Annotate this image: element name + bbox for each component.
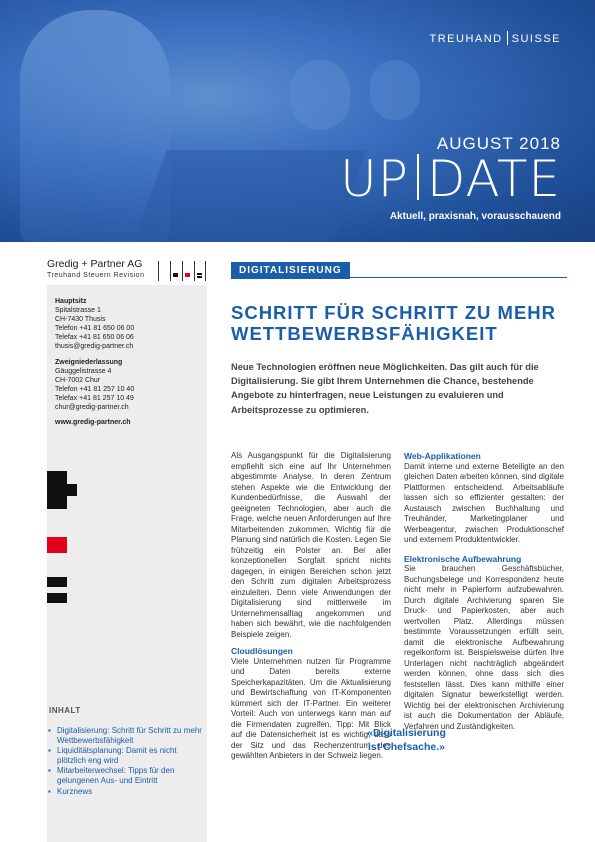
toc-list <box>47 726 207 797</box>
hero-image <box>0 0 595 242</box>
subheading: Cloudlösungen <box>231 646 293 656</box>
issue-subtitle: Aktuell, praxisnah, vorausschauend <box>389 211 561 222</box>
photo-background-person <box>370 60 420 120</box>
subheading: Elektronische Aufbewahrung <box>404 553 522 564</box>
black-mark <box>47 593 67 603</box>
section-rule <box>231 277 567 278</box>
subheading: Web-Applikationen <box>404 451 481 461</box>
website-link[interactable]: www.gredig-partner.ch <box>55 419 131 426</box>
red-mark <box>47 537 67 553</box>
black-mark <box>67 484 77 496</box>
firm-header <box>47 257 207 285</box>
paragraph: Viele Unternehmen nutzen für Programme und Daten bereits externe Speicherkapazitäten. Um die Aktualisierung und Bewirtschaftung von IT-Komponenten kümmert sich der IT-Partner. Ein weiterer Vorteil: Auch von unterwegs kann man auf die Firmendaten zugreifen. Tipp: Mit Blick auf die Datensicherheit ist es wichtig, dass der Sitz und das Rechenzentrum des gewählten Anbieters in der Schweiz liegen. <box>231 656 391 760</box>
paragraph: Damit interne und externe Beteiligte an den gleichen Daten arbeiten können, sind digitale Plattformen entscheidend. Arbeitsabläufe lassen sich so effizienter gestalten: der Austausch zwischen Buchhaltung und Treuhänder, Marketingplaner und Werbeagentur, zwischen Produktionschef und externem Produktentwickler. <box>404 461 564 544</box>
paragraph: Als Ausgangspunkt für die Digitalisierung empfiehlt sich eine auf Ihr Unternehmen abgestimmte Analyse. In deren Zentrum stehen Aspekte wie die Entwicklung der Kundenbedürfnisse, die Auswahl der geeigneten Technologien, aber auch die Frage, welche neuen Anforderungen auf Ihre Mitarbeitenden zukommen. Wichtig für die Planung sind natürlich die Kosten. Legen Sie frühzeitig ein Polster an. Bei aller konzeptionellen Sorgfalt spricht nichts dagegen, in einigen Bereichen schon jetzt den Schritt zum digitalen Arbeitsprozess einzuleiten. Denn viele Anwendungen der Digitalisierung sind mittlerweile im Unternehmensalltag angekommen und haben sich bewährt, wie die nachfolgenden Beispiele zeigen. <box>231 451 391 639</box>
issue-title: UP DATE <box>340 150 561 208</box>
decorative-marks <box>47 459 207 694</box>
article-column-2 <box>404 451 564 732</box>
photo-background-person <box>290 60 350 130</box>
sidebar <box>47 257 207 842</box>
black-mark <box>47 471 67 509</box>
address-box <box>47 285 207 459</box>
issue-date: AUGUST 2018 <box>436 134 561 153</box>
toc-item[interactable]: ▪ Digitalisierung: Schritt für Schritt zu mehr Wettbewerbsfähigkeit <box>47 726 207 745</box>
toc-item[interactable]: ▪ Kurznews <box>47 787 207 797</box>
paragraph: Sie brauchen Geschäftsbücher, Buchungsbelege und Korrespondenz heute nicht mehr in Papierform aufzubewahren. Durch digitale Archivierung sparen Sie Druck- und Papierkosten, aber auch wertvollen Platz. Allerdings müssen bestimmte Voraussetzungen erfüllt sein, damit die elektronische Aufbewahrung regelkonform ist. Beispielsweise dürfen Ihre Unterlagen nicht nachträglich abgeändert werden können, ohne dass sich dies feststellen lässt. Dies kann mithilfe einer digitalen Signatur bewerkstelligt werden. Wichtig bei der elektronischen Archivierung ist auch die Dokumentation der Abläufe, Verfahren und Zuständigkeiten. <box>404 564 564 731</box>
toc-item[interactable]: ▪ Mitarbeiterwechsel: Tipps für den gelungenen Aus- und Eintritt <box>47 766 207 785</box>
branch-address: Zweigniederlassung Gäuggelistrasse 4 CH-7002 Chur Telefon +41 81 257 10 40 Telefax +41 81 257 10 49 chur@gredig-partner.ch <box>55 359 135 411</box>
firm-services: Treuhand Steuern Revision <box>47 272 145 279</box>
toc-title: INHALT <box>49 706 81 715</box>
article-lead: Neue Technologien eröffnen neue Möglichkeiten. Das gilt auch für die Digitalisierung. Sie gibt Ihrem Unternehmen die Chance, bestehende Angebote zu hinterfragen, neue Leistungen zu evaluieren und Arbeitsprozesse zu optimieren. <box>231 362 539 415</box>
table-of-contents <box>47 694 207 842</box>
article-column-1 <box>231 451 391 762</box>
firm-name: Gredig + Partner AG <box>47 258 143 270</box>
photo-laptop-shape <box>133 150 366 242</box>
head-office-address: Hauptsitz Spitalstrasse 1 CH-7430 Thusis Telefon +41 81 650 06 00 Telefax +41 81 650 06 06 thusis@gredig-partner.ch <box>55 298 135 350</box>
black-mark <box>47 577 67 587</box>
toc-item[interactable]: ▪ Liquiditätsplanung: Damit es nicht plötzlich eng wird <box>47 746 207 765</box>
brand-logo: TREUHAND SUISSE <box>429 33 561 45</box>
section-tag: DIGITALISIERUNG <box>231 262 350 279</box>
article-headline: SCHRITT FÜR SCHRITT ZU MEHR WETTBEWERBSFÄHIGKEIT <box>231 302 557 344</box>
firm-logo-icon <box>158 261 206 281</box>
pull-quote: «Digitalisierung ist Chefsache.» <box>367 727 446 753</box>
